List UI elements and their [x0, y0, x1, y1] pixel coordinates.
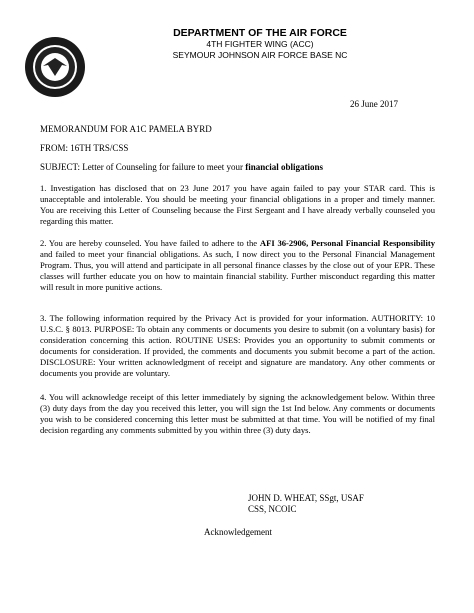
memo-from: FROM: 16TH TRS/CSS [40, 143, 129, 153]
letterhead [110, 28, 410, 61]
paragraph-2-start: 2. You are hereby counseled. You have failed to adhere to the [40, 238, 260, 248]
memo-date: 26 June 2017 [350, 99, 398, 109]
subject-prefix: SUBJECT: Letter of Counseling for failure to meet your [40, 162, 246, 172]
signature-office: CSS, NCOIC [248, 504, 297, 514]
organization-name: DEPARTMENT OF THE AIR FORCE [173, 27, 347, 39]
memo-for: MEMORANDUM FOR A1C PAMELA BYRD [40, 124, 212, 134]
unit-name: 4TH FIGHTER WING (ACC) [206, 39, 314, 49]
subject-bold: financial obligations [245, 162, 324, 172]
paragraph-3: 3. The following information required by the Privacy Act is provided for your information. AUTHORITY: 10 U.S.C. § 8013. PURPOSE: To obtain any comments or documents you desire to submit (on a voluntary basis) for consideration concerning this action. ROUTINE USES: Provides you an opportunity to submit comments or documents for consideration. If provided, the comments and documents you submit become a part of the action. DISCLOSURE: Your written acknowledgment of receipt and signature are mandatory. Any other comments or documents you provide are voluntary. [40, 313, 435, 378]
paragraph-2 [40, 238, 435, 293]
paragraph-1: 1. Investigation has disclosed that on 23 June 2017 you have again failed to pay your STAR card. This is unacceptable and intolerable. You should be meeting your financial obligations in a proper and timely manner. You are receiving this Letter of Counseling because the First Sergeant and I have already verbally counseled you regarding this matter. [40, 183, 435, 226]
paragraph-4: 4. You will acknowledge receipt of this letter immediately by signing the acknowledgement below. Within three (3) duty days from the day you received this letter, you will sign the 1st Ind below. Any comments or documents you wish to be considered concerning this letter must be submitted at that time. You will be notified of my final decision regarding any comments submitted by you within three (3) duty days. [40, 392, 435, 435]
paragraph-2-end: and failed to meet your financial obligations. As such, I now direct you to the Personal Financial Management Program. Thus, you will attend and participate in all personal finance classes by the close out of your EPR. These classes will further educate you on how to maintain financial stability. Further misconduct regarding this matter will result in more punitive actions. [40, 249, 435, 292]
dod-seal-logo [24, 36, 86, 98]
paragraph-2-afi: AFI 36-2906, Personal Financial Responsibility [259, 238, 435, 248]
signature-name: JOHN D. WHEAT, SSgt, USAF [248, 493, 364, 503]
acknowledgement-label: Acknowledgement [204, 527, 272, 537]
signature-block [248, 493, 364, 515]
memo-subject [40, 162, 323, 172]
base-name: SEYMOUR JOHNSON AIR FORCE BASE NC [172, 50, 348, 60]
